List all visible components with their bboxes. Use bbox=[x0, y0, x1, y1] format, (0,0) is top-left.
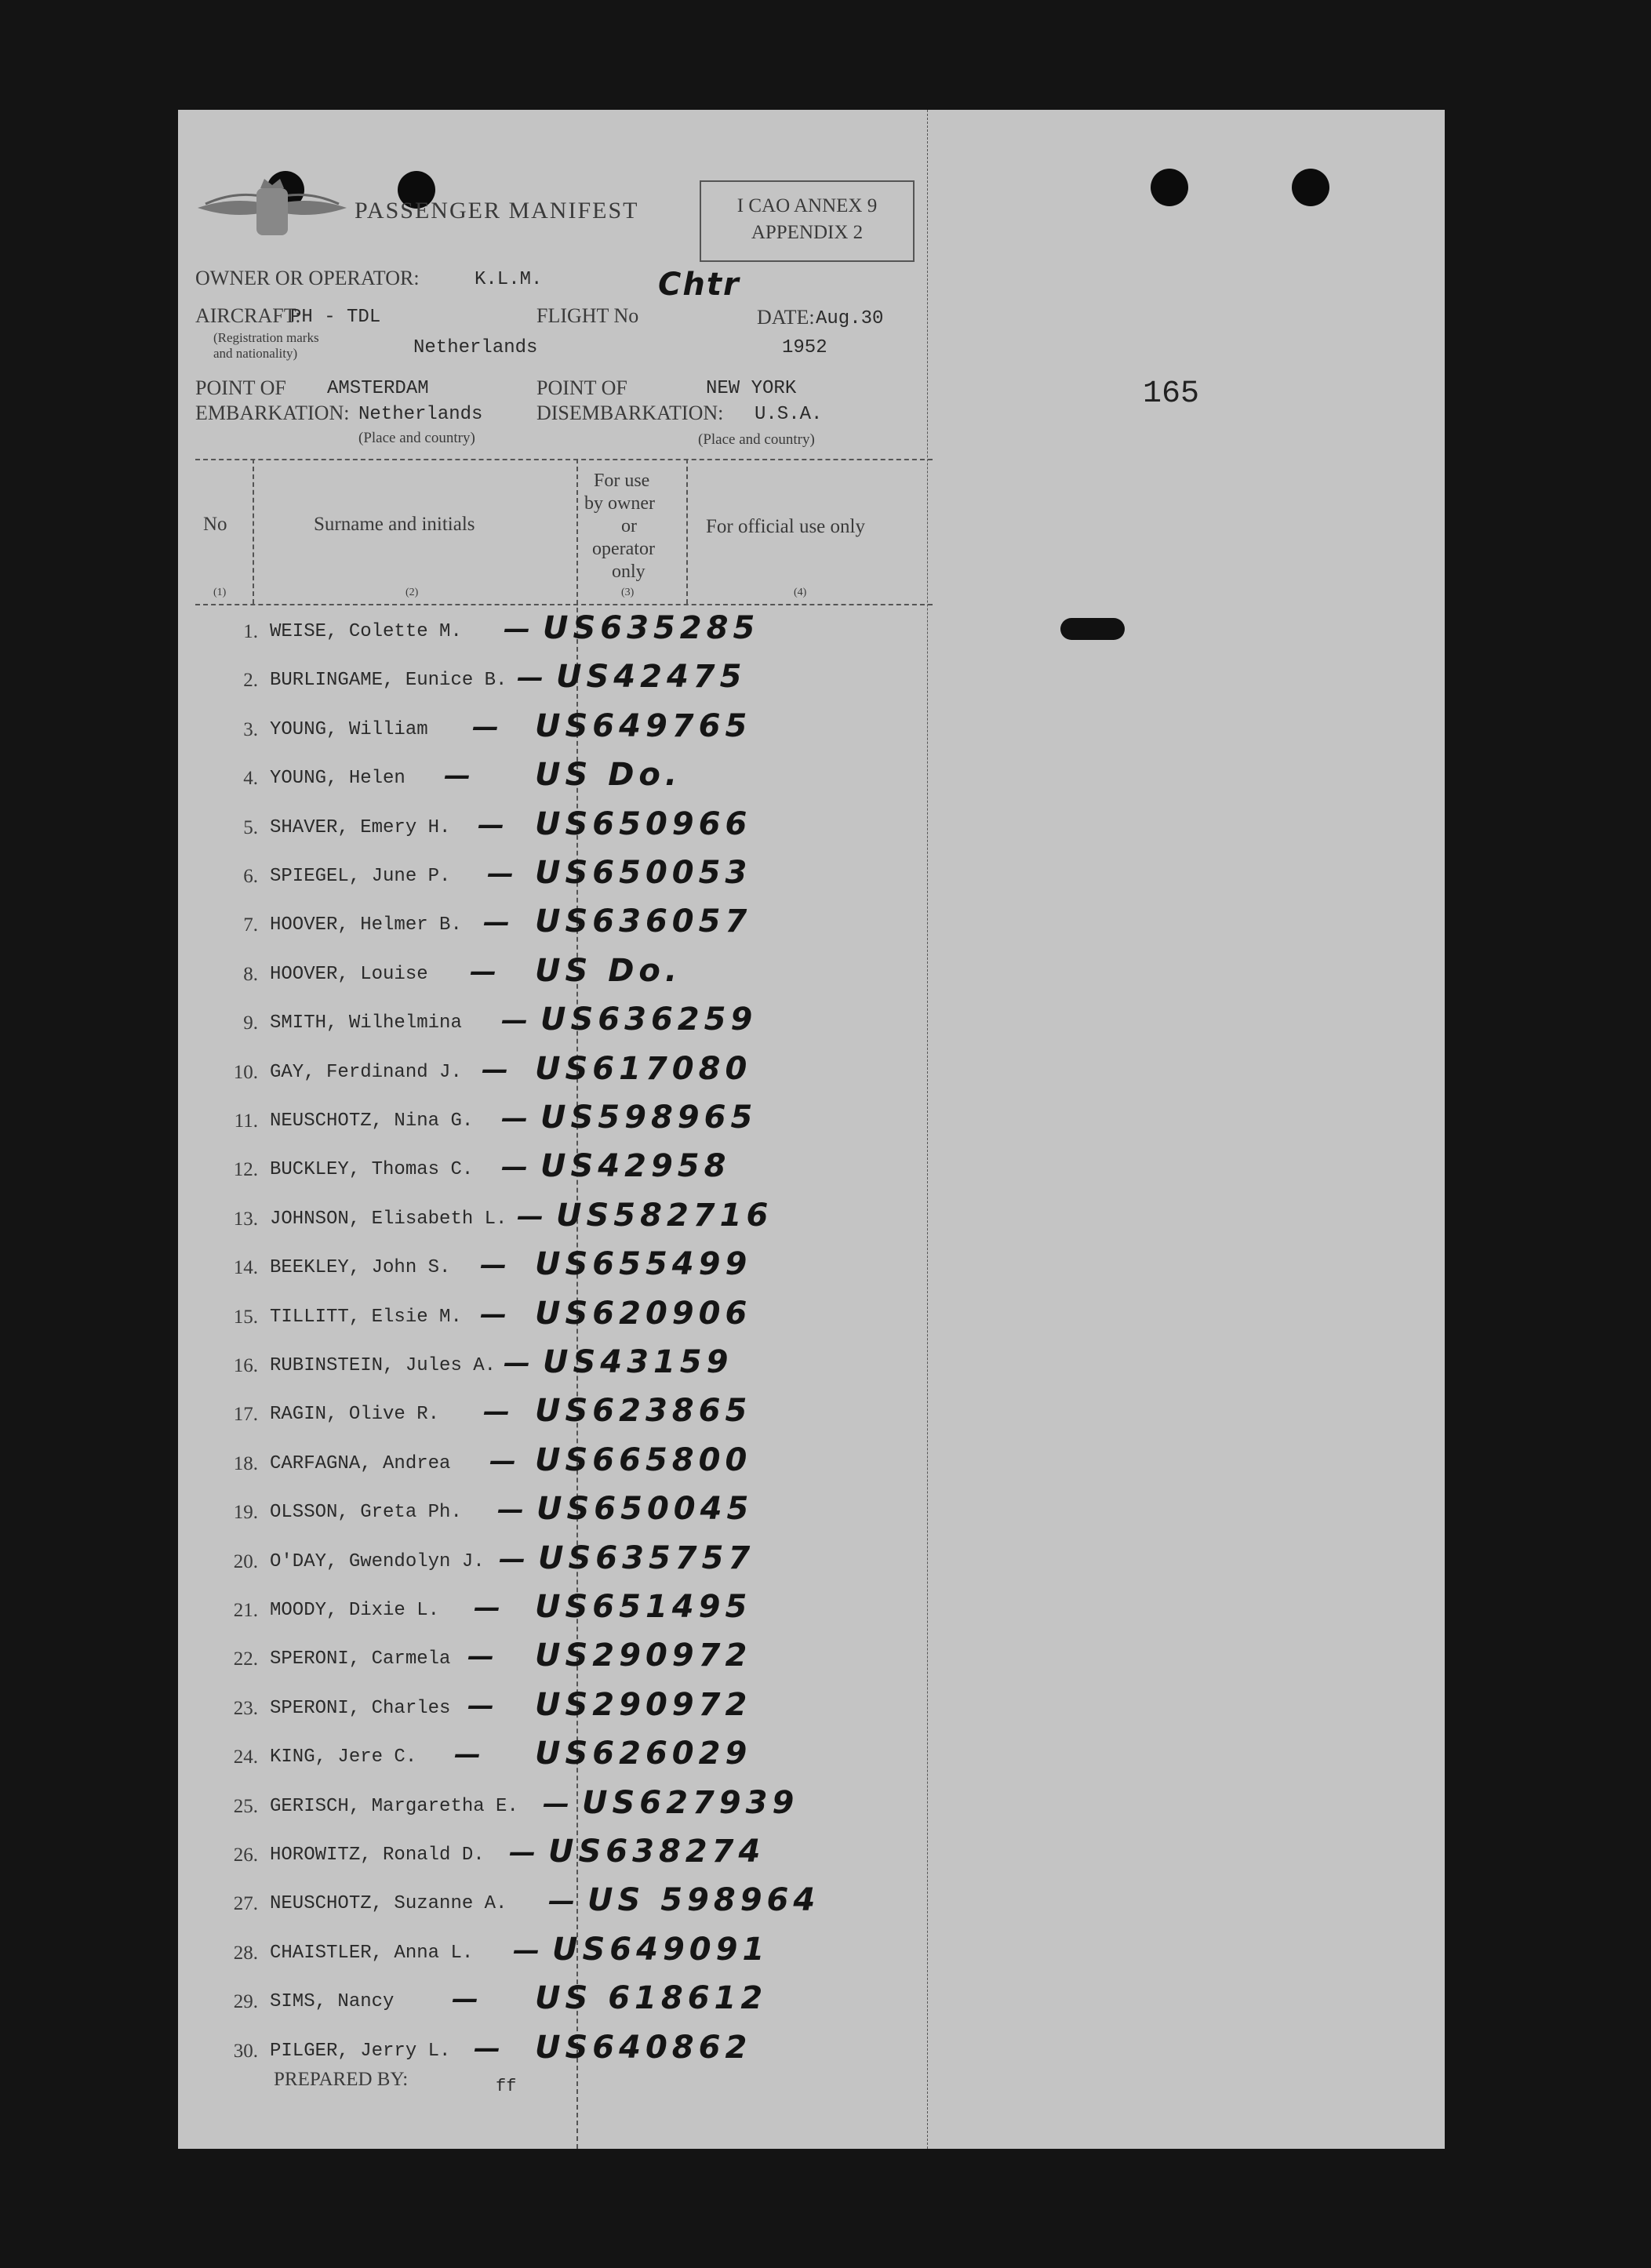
prepared-by-mark: ff bbox=[496, 2077, 517, 2096]
passenger-number: 18. bbox=[233, 1452, 258, 1474]
dash-stroke: — bbox=[452, 1983, 483, 2015]
registration-note-1: (Registration marks bbox=[213, 330, 319, 345]
passenger-name: KING, Jere C. bbox=[270, 1746, 417, 1768]
passport-number: US650053 bbox=[535, 855, 752, 891]
dash-stroke: — bbox=[501, 1151, 533, 1183]
passenger-name: RUBINSTEIN, Jules A. bbox=[270, 1355, 496, 1376]
flight-label: FLIGHT No bbox=[536, 304, 639, 327]
col-number-3: (3) bbox=[621, 587, 635, 598]
dash-stroke: — bbox=[513, 1934, 544, 1966]
passenger-name: O'DAY, Gwendolyn J. bbox=[270, 1550, 485, 1572]
annex-box bbox=[700, 180, 915, 262]
dash-stroke: — bbox=[474, 1592, 505, 1623]
passenger-name: HOOVER, Louise bbox=[270, 963, 428, 985]
passenger-number: 8. bbox=[243, 963, 258, 985]
table-top-rule bbox=[195, 459, 933, 460]
passport-number: US649765 bbox=[535, 707, 752, 744]
passenger-number: 3. bbox=[243, 718, 258, 740]
passport-number: US649091 bbox=[552, 1931, 769, 1968]
passport-number: US636057 bbox=[535, 903, 752, 940]
dash-stroke: — bbox=[509, 1837, 540, 1868]
passenger-number: 22. bbox=[233, 1648, 258, 1670]
passport-number: US635285 bbox=[543, 610, 760, 646]
passenger-name: PILGER, Jerry L. bbox=[270, 2040, 451, 2062]
registration-note-2: and nationality) bbox=[213, 346, 298, 361]
passenger-number: 10. bbox=[233, 1061, 258, 1083]
passenger-number: 20. bbox=[233, 1550, 258, 1572]
punch-hole bbox=[1151, 169, 1188, 206]
passenger-name: RAGIN, Olive R. bbox=[270, 1404, 440, 1426]
date-value: Aug.30 bbox=[816, 308, 884, 329]
passenger-number: 5. bbox=[243, 816, 258, 838]
dash-stroke: — bbox=[454, 1739, 485, 1771]
passenger-number: 9. bbox=[243, 1012, 258, 1034]
dash-stroke: — bbox=[504, 1347, 535, 1379]
passport-number: US43159 bbox=[543, 1344, 733, 1380]
passenger-name: GAY, Ferdinand J. bbox=[270, 1061, 462, 1083]
col-header-no: No bbox=[203, 514, 227, 535]
dash-stroke: — bbox=[489, 1445, 521, 1477]
passport-number: US Do. bbox=[535, 757, 682, 794]
passenger-name: CHAISTLER, Anna L. bbox=[270, 1942, 474, 1964]
embark-city: AMSTERDAM bbox=[327, 378, 429, 399]
dash-stroke: — bbox=[480, 1298, 511, 1330]
dash-stroke: — bbox=[472, 711, 504, 743]
dash-stroke: — bbox=[470, 955, 501, 987]
passenger-name: SIMS, Nancy bbox=[270, 1991, 395, 2013]
passenger-number: 27. bbox=[233, 1893, 258, 1915]
passenger-name: WEISE, Colette M. bbox=[270, 621, 462, 642]
embark-place-note: (Place and country) bbox=[358, 430, 475, 446]
passport-number: US617080 bbox=[535, 1050, 752, 1087]
passenger-name: SMITH, Wilhelmina bbox=[270, 1012, 462, 1034]
passenger-name: HOROWITZ, Ronald D. bbox=[270, 1845, 485, 1866]
col-header-official: For official use only bbox=[706, 516, 865, 537]
passport-number: US620906 bbox=[535, 1295, 752, 1332]
dash-stroke: — bbox=[497, 1494, 529, 1526]
disembark-label-1: POINT OF bbox=[536, 376, 627, 399]
passenger-number: 28. bbox=[233, 1942, 258, 1964]
passport-number: US598965 bbox=[540, 1099, 758, 1136]
passenger-name: BUCKLEY, Thomas C. bbox=[270, 1159, 474, 1181]
dash-stroke: — bbox=[548, 1885, 580, 1917]
passenger-number: 23. bbox=[233, 1697, 258, 1719]
owner-value: K.L.M. bbox=[475, 269, 543, 290]
year-value: 1952 bbox=[782, 337, 827, 358]
passenger-name: HOOVER, Helmer B. bbox=[270, 914, 462, 936]
passenger-number: 1. bbox=[243, 621, 258, 642]
punch-hole bbox=[1292, 169, 1329, 206]
date-label: DATE: bbox=[757, 306, 815, 329]
col-divider-3 bbox=[686, 459, 688, 604]
disembark-country: U.S.A. bbox=[755, 404, 823, 425]
nationality-value: Netherlands bbox=[413, 337, 538, 358]
dash-stroke: — bbox=[543, 1787, 574, 1819]
flight-value: Chtr bbox=[658, 267, 740, 303]
passenger-name: NEUSCHOTZ, Nina G. bbox=[270, 1110, 474, 1132]
dash-stroke: — bbox=[517, 662, 548, 694]
passport-number: US 598964 bbox=[587, 1882, 820, 1919]
header-bottom-rule bbox=[195, 604, 933, 605]
dash-stroke: — bbox=[517, 1200, 548, 1232]
passenger-name: NEUSCHOTZ, Suzanne A. bbox=[270, 1893, 507, 1915]
col-divider-1 bbox=[253, 459, 254, 604]
passport-number: US290972 bbox=[535, 1686, 752, 1723]
col-header-owner-4: operator bbox=[592, 539, 655, 559]
passport-number: US636259 bbox=[540, 1001, 758, 1038]
ink-scribble bbox=[1060, 618, 1125, 640]
passenger-name: SPERONI, Charles bbox=[270, 1697, 451, 1719]
passenger-name: SHAVER, Emery H. bbox=[270, 816, 451, 838]
form-title: PASSENGER MANIFEST bbox=[355, 198, 639, 224]
disembark-place-note: (Place and country) bbox=[698, 431, 815, 448]
passenger-name: BURLINGAME, Eunice B. bbox=[270, 670, 507, 692]
passenger-number: 17. bbox=[233, 1404, 258, 1426]
dash-stroke: — bbox=[444, 760, 475, 792]
dash-stroke: — bbox=[474, 2032, 505, 2064]
passenger-number: 13. bbox=[233, 1208, 258, 1230]
dash-stroke: — bbox=[467, 1689, 499, 1721]
dash-stroke: — bbox=[504, 613, 535, 645]
passport-number: US42958 bbox=[540, 1148, 731, 1185]
passenger-number: 6. bbox=[243, 866, 258, 887]
dash-stroke: — bbox=[483, 1396, 515, 1428]
passport-number: US650966 bbox=[535, 805, 752, 842]
annex-line-1: I CAO ANNEX 9 bbox=[736, 195, 878, 216]
passenger-number: 16. bbox=[233, 1355, 258, 1376]
passport-number: US635757 bbox=[538, 1539, 755, 1576]
passenger-name: TILLITT, Elsie M. bbox=[270, 1306, 462, 1328]
dash-stroke: — bbox=[501, 1005, 533, 1037]
passenger-number: 25. bbox=[233, 1795, 258, 1817]
owner-label: OWNER OR OPERATOR: bbox=[195, 267, 420, 289]
dash-stroke: — bbox=[482, 1053, 513, 1085]
col-header-name: Surname and initials bbox=[314, 514, 475, 535]
passenger-name: SPERONI, Carmela bbox=[270, 1648, 451, 1670]
passport-number: US42475 bbox=[556, 659, 747, 696]
passenger-name: GERISCH, Margaretha E. bbox=[270, 1795, 518, 1817]
passenger-name: YOUNG, William bbox=[270, 718, 428, 740]
passenger-name: CARFAGNA, Andrea bbox=[270, 1452, 451, 1474]
passport-number: US Do. bbox=[535, 952, 682, 989]
disembark-label-2: DISEMBARKATION: bbox=[536, 402, 724, 424]
passenger-number: 30. bbox=[233, 2040, 258, 2062]
col-header-owner-3: or bbox=[621, 516, 637, 536]
disembark-city: NEW YORK bbox=[706, 378, 797, 399]
col-header-owner-5: only bbox=[612, 562, 645, 582]
passenger-number: 29. bbox=[233, 1991, 258, 2013]
dash-stroke: — bbox=[499, 1543, 530, 1575]
page-number: 165 bbox=[1143, 376, 1200, 412]
passport-number: US651495 bbox=[535, 1589, 752, 1625]
passenger-number: 24. bbox=[233, 1746, 258, 1768]
passenger-number: 12. bbox=[233, 1159, 258, 1181]
col-number-4: (4) bbox=[794, 587, 807, 598]
dash-stroke: — bbox=[480, 1249, 511, 1281]
col-header-owner-2: by owner bbox=[584, 493, 655, 514]
embark-country: Netherlands bbox=[358, 404, 483, 425]
passport-number: US623865 bbox=[535, 1393, 752, 1430]
passenger-name: MOODY, Dixie L. bbox=[270, 1600, 440, 1621]
annex-line-2: APPENDIX 2 bbox=[751, 222, 864, 243]
passport-number: US 618612 bbox=[535, 1980, 768, 2017]
passenger-number: 11. bbox=[234, 1110, 258, 1132]
dash-stroke: — bbox=[501, 1103, 533, 1134]
passport-number: US627939 bbox=[582, 1784, 799, 1821]
passport-number: US638274 bbox=[548, 1834, 765, 1870]
passport-number: US290972 bbox=[535, 1637, 752, 1674]
dash-stroke: — bbox=[483, 907, 515, 939]
passenger-number: 7. bbox=[243, 914, 258, 936]
winged-crown-logo-icon bbox=[194, 173, 351, 243]
dash-stroke: — bbox=[478, 809, 509, 841]
embark-label-2: EMBARKATION: bbox=[195, 402, 350, 424]
passport-number: US640862 bbox=[535, 2029, 752, 2066]
passenger-number: 14. bbox=[233, 1257, 258, 1279]
passenger-name: YOUNG, Helen bbox=[270, 768, 405, 790]
passenger-name: BEEKLEY, John S. bbox=[270, 1257, 451, 1279]
col-number-2: (2) bbox=[405, 587, 419, 598]
passenger-number: 2. bbox=[243, 670, 258, 692]
dash-stroke: — bbox=[487, 858, 518, 889]
prepared-by-label: PREPARED BY: bbox=[274, 2069, 409, 2090]
aircraft-label: AIRCRAFT: bbox=[195, 304, 301, 327]
passenger-name: SPIEGEL, June P. bbox=[270, 866, 451, 887]
passenger-name: JOHNSON, Elisabeth L. bbox=[270, 1208, 507, 1230]
passenger-name: OLSSON, Greta Ph. bbox=[270, 1502, 462, 1524]
passenger-number: 19. bbox=[233, 1502, 258, 1524]
passenger-number: 21. bbox=[233, 1600, 258, 1621]
passenger-number: 4. bbox=[243, 768, 258, 790]
dash-stroke: — bbox=[467, 1641, 499, 1673]
aircraft-value: PH - TDL bbox=[290, 307, 381, 328]
passenger-number: 15. bbox=[233, 1306, 258, 1328]
passport-number: US582716 bbox=[556, 1197, 773, 1234]
passport-number: US650045 bbox=[536, 1491, 754, 1528]
col-header-owner-1: For use bbox=[594, 471, 650, 491]
embark-label-1: POINT OF bbox=[195, 376, 286, 399]
passport-number: US655499 bbox=[535, 1246, 752, 1283]
manifest-sheet bbox=[178, 110, 1445, 2149]
passenger-number: 26. bbox=[233, 1845, 258, 1866]
col-number-1: (1) bbox=[213, 587, 227, 598]
passport-number: US626029 bbox=[535, 1736, 752, 1772]
passport-number: US665800 bbox=[535, 1441, 752, 1478]
